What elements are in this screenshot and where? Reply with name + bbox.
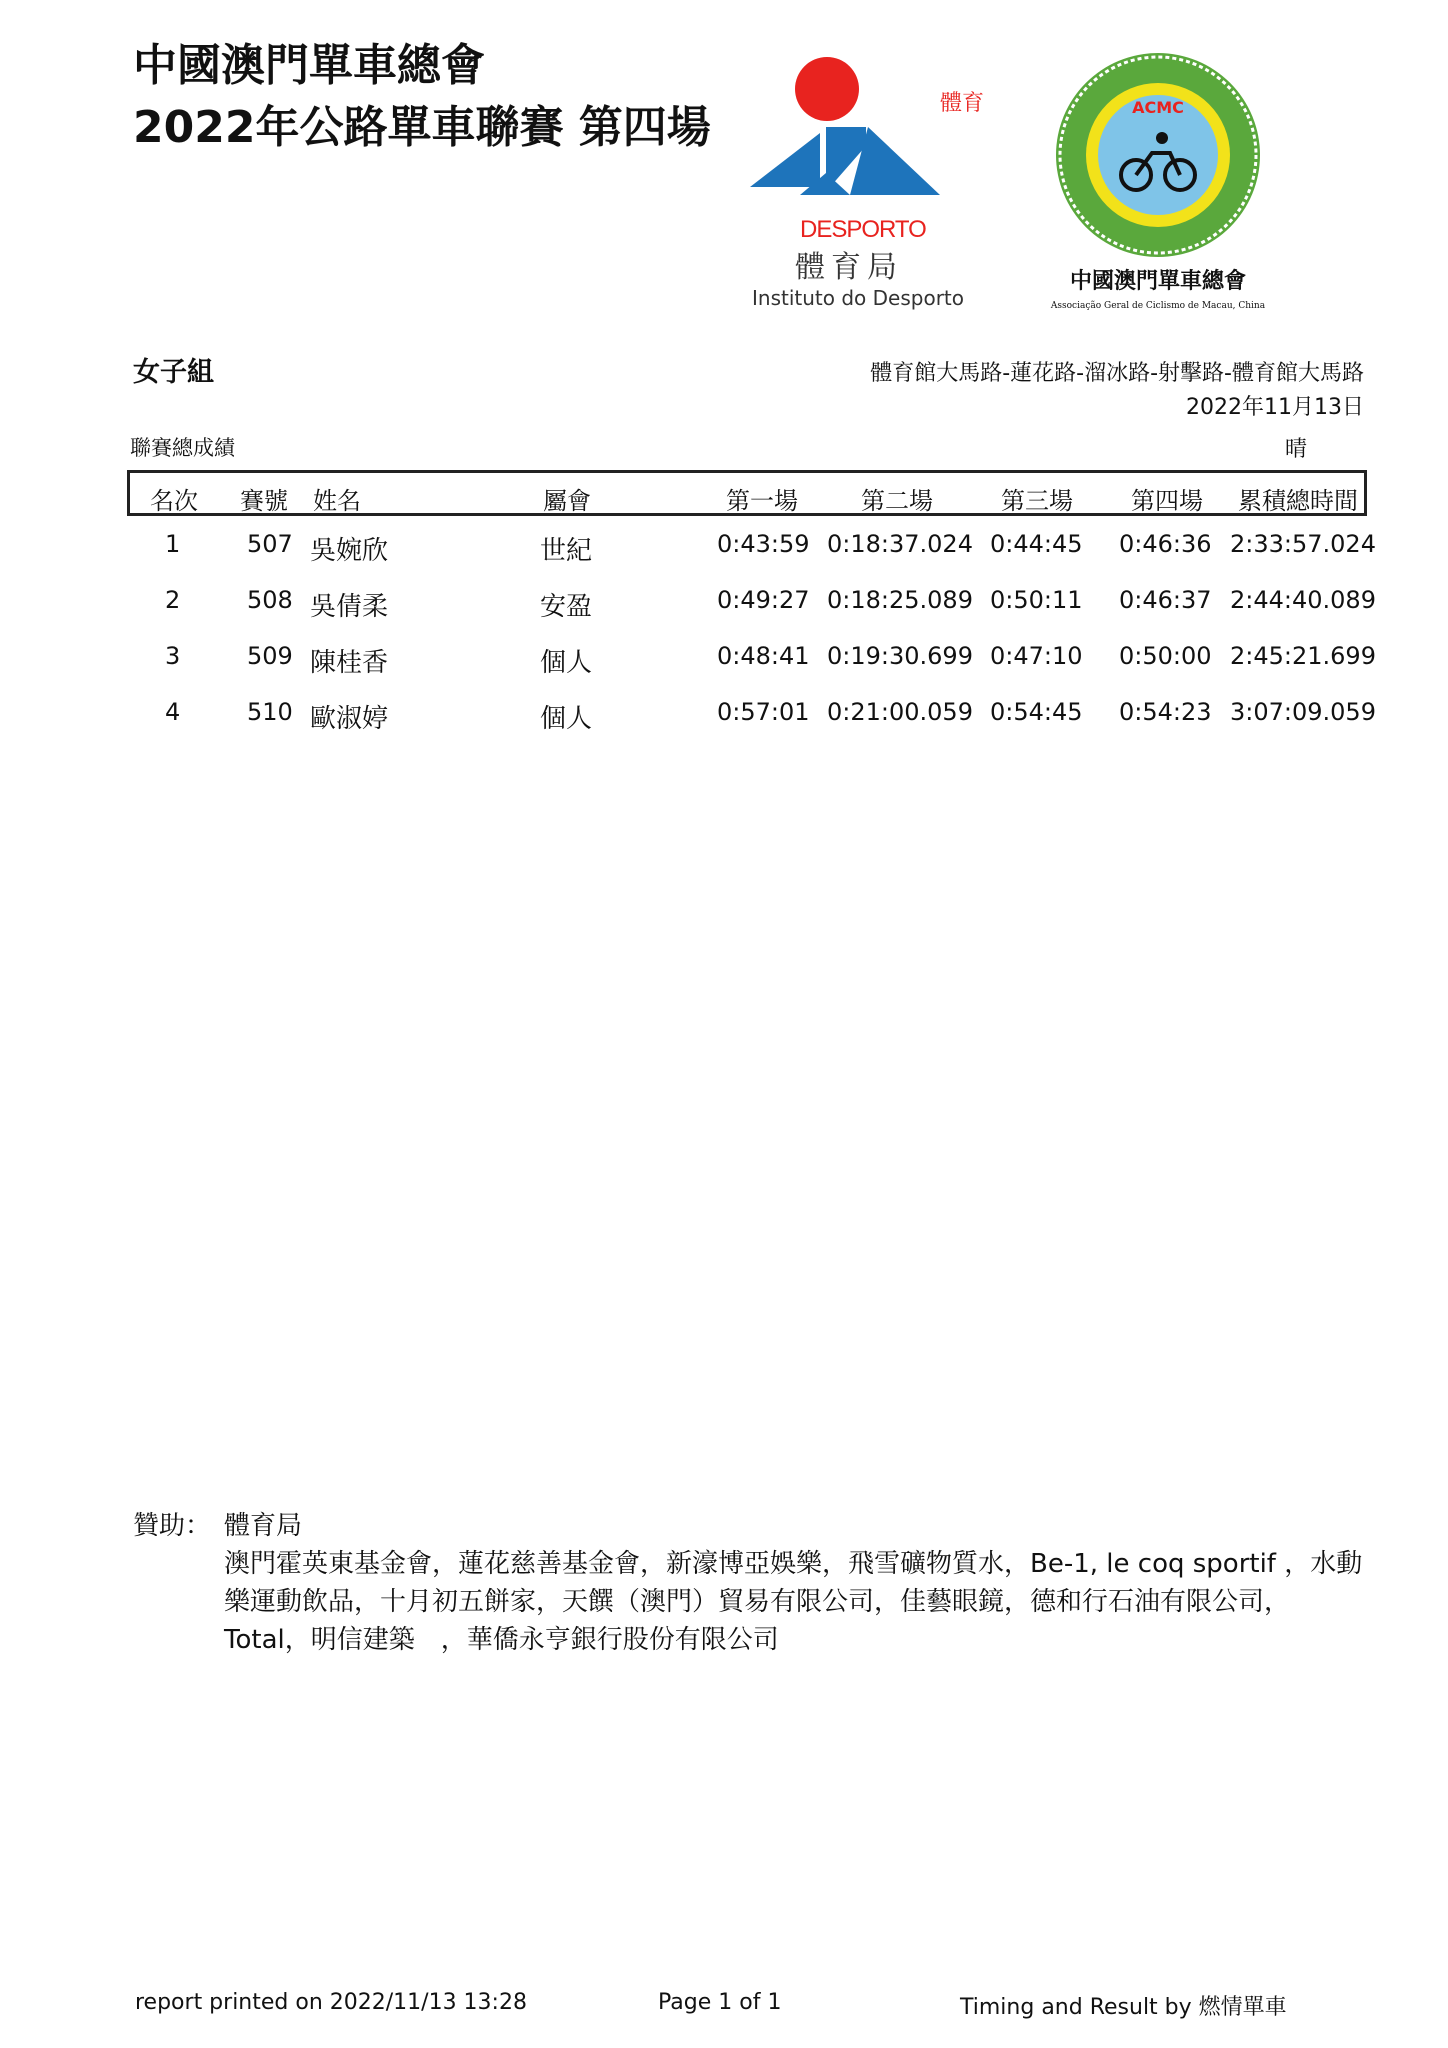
page-number: Page 1 of 1 — [658, 1990, 782, 2015]
rider-name: 陳桂香 — [310, 648, 389, 678]
sponsors-list: 澳門霍英東基金會，蓮花慈善基金會，新濠博亞娛樂，飛雪礦物質水，Be-1, le coq sportif ，水動樂運動飲品，十月初五餅家，天饌（澳門）貿易有限公司，佳藝眼鏡，德和行石油有限公司，Total，明信建築 ，華僑永亨銀行股份有限公司 — [224, 1549, 1363, 1655]
results-subtitle: 聯賽總成績 — [130, 436, 235, 460]
ides-brand: DESPORTO — [800, 216, 926, 243]
stage1-time: 0:57:01 — [717, 698, 810, 726]
total-time: 2:45:21.699 — [1230, 642, 1376, 670]
acmc-cn: 中國澳門單車總會 — [1069, 268, 1247, 294]
ides-side-cn: 體育 — [940, 91, 985, 116]
stage1-time: 0:43:59 — [717, 530, 810, 558]
bib: 510 — [247, 698, 293, 726]
category-group: 女子組 — [133, 357, 214, 388]
stage3-time: 0:50:11 — [990, 586, 1083, 614]
stage1-time: 0:48:41 — [717, 642, 810, 670]
bib: 509 — [247, 642, 293, 670]
col-rank: 名次 — [150, 487, 198, 515]
timing-credit: Timing and Result by 燃情單車 — [960, 1995, 1287, 2020]
event-title: 2022年公路單車聯賽 第四場 — [133, 102, 711, 153]
acmc-abbr: ACMC — [1132, 98, 1184, 117]
stage4-time: 0:46:37 — [1119, 586, 1212, 614]
sponsors-label: 贊助： — [133, 1511, 212, 1541]
total-time: 3:07:09.059 — [1230, 698, 1376, 726]
weather: 晴 — [1285, 437, 1308, 462]
bib: 508 — [247, 586, 293, 614]
org-title: 中國澳門單車總會 — [133, 40, 485, 91]
rank: 2 — [165, 586, 181, 614]
stage3-time: 0:54:45 — [990, 698, 1083, 726]
acmc-pt: Associação Geral de Ciclismo de Macau, China — [1050, 301, 1266, 311]
col-bib: 賽號 — [240, 487, 288, 515]
stage4-time: 0:50:00 — [1119, 642, 1212, 670]
table-row — [127, 642, 1376, 682]
col-stage3: 第三場 — [1001, 487, 1073, 515]
club: 個人 — [540, 648, 593, 678]
ides-pt: Instituto do Desporto — [752, 286, 964, 310]
sponsors-head: 體育局 — [224, 1511, 303, 1541]
col-stage4: 第四場 — [1131, 487, 1203, 515]
club: 個人 — [540, 704, 593, 734]
rank: 1 — [165, 530, 181, 558]
printed-timestamp: report printed on 2022/11/13 13:28 — [135, 1990, 527, 2015]
sports-bureau-logo — [750, 55, 990, 310]
table-row — [127, 530, 1376, 570]
club: 安盈 — [540, 592, 593, 622]
col-total: 累積總時間 — [1238, 487, 1358, 515]
stage2-time: 0:18:25.089 — [827, 586, 973, 614]
stage2-time: 0:19:30.699 — [827, 642, 973, 670]
total-time: 2:33:57.024 — [1230, 530, 1376, 558]
stage4-time: 0:54:23 — [1119, 698, 1212, 726]
col-name: 姓名 — [313, 487, 361, 515]
stage2-time: 0:21:00.059 — [827, 698, 973, 726]
race-date: 2022年11月13日 — [1186, 395, 1364, 420]
rider-name: 吳婉欣 — [310, 536, 389, 566]
table-row — [127, 586, 1376, 626]
rider-name: 吳倩柔 — [310, 592, 389, 622]
club: 世紀 — [540, 536, 593, 566]
rank: 3 — [165, 642, 181, 670]
red-sun-icon — [795, 57, 859, 121]
table-row — [127, 698, 1376, 738]
col-stage1: 第一場 — [726, 487, 798, 515]
rank: 4 — [165, 698, 181, 726]
rider-name: 歐淑婷 — [310, 704, 389, 734]
results-table-header — [127, 470, 1367, 516]
ides-cn: 體育局 — [795, 250, 903, 285]
stage2-time: 0:18:37.024 — [827, 530, 973, 558]
stage3-time: 0:47:10 — [990, 642, 1083, 670]
col-stage2: 第二場 — [861, 487, 933, 515]
stage4-time: 0:46:36 — [1119, 530, 1212, 558]
bib: 507 — [247, 530, 293, 558]
col-club: 屬會 — [543, 487, 591, 515]
stage3-time: 0:44:45 — [990, 530, 1083, 558]
acmc-logo — [1040, 50, 1280, 315]
race-route: 體育館大馬路-蓮花路-溜冰路-射擊路-體育館大馬路 — [870, 361, 1364, 386]
stage1-time: 0:49:27 — [717, 586, 810, 614]
total-time: 2:44:40.089 — [1230, 586, 1376, 614]
